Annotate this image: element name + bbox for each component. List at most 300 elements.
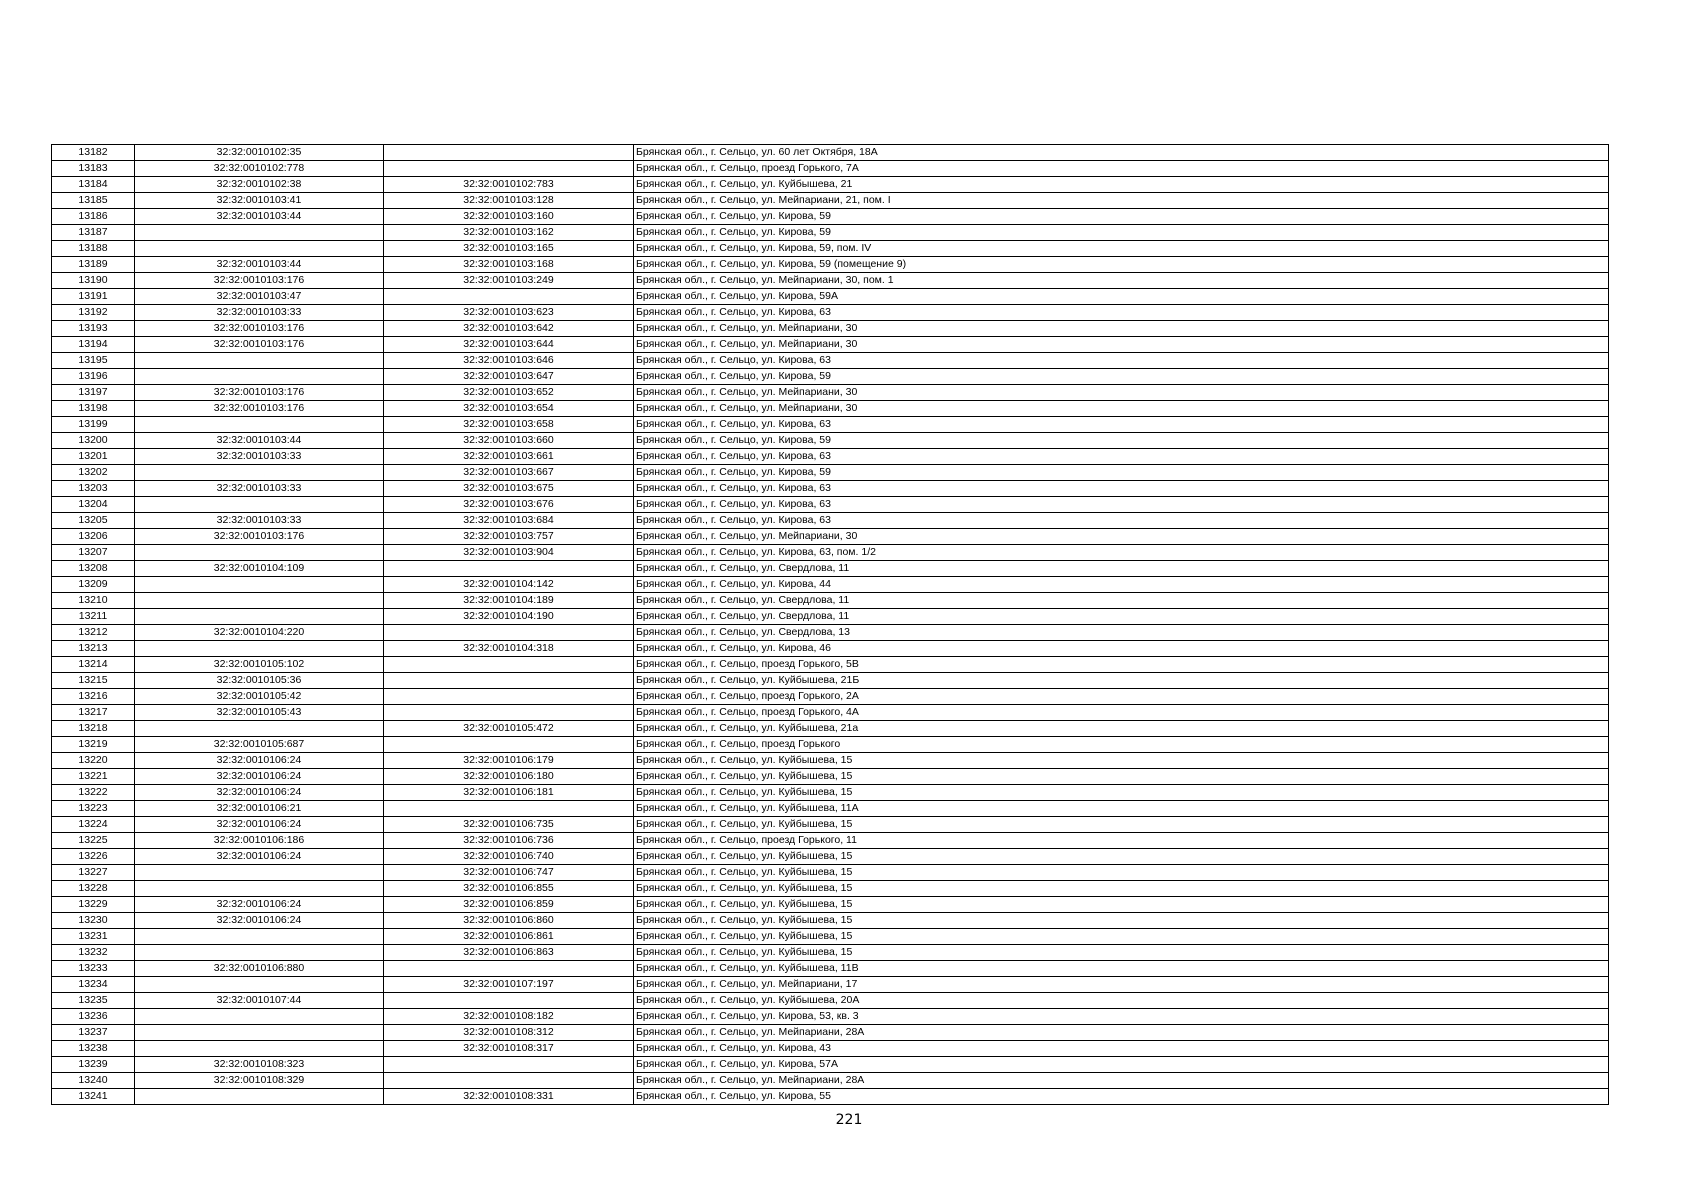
address-cell: Брянская обл., г. Сельцо, ул. Мейпариани, 17 bbox=[634, 977, 1609, 993]
address-cell: Брянская обл., г. Сельцо, проезд Горького, 11 bbox=[634, 833, 1609, 849]
address-cell: Брянская обл., г. Сельцо, ул. Куйбышева, 15 bbox=[634, 945, 1609, 961]
table-row bbox=[52, 721, 1609, 737]
address-cell: Брянская обл., г. Сельцо, ул. Мейпариани, 21, пом. I bbox=[634, 193, 1609, 209]
address-cell: Брянская обл., г. Сельцо, ул. Кирова, 59 (помещение 9) bbox=[634, 257, 1609, 273]
row-number-cell: 13221 bbox=[52, 769, 135, 785]
table-row bbox=[52, 945, 1609, 961]
object-number-cell: 32:32:0010108:331 bbox=[384, 1089, 634, 1105]
cadastral-number-cell: 32:32:0010108:323 bbox=[135, 1057, 384, 1073]
table-row bbox=[52, 689, 1609, 705]
address-cell: Брянская обл., г. Сельцо, ул. Куйбышева, 15 bbox=[634, 897, 1609, 913]
object-number-cell: 32:32:0010104:189 bbox=[384, 593, 634, 609]
table-row bbox=[52, 1025, 1609, 1041]
row-number-cell: 13216 bbox=[52, 689, 135, 705]
cadastral-number-cell: 32:32:0010106:21 bbox=[135, 801, 384, 817]
address-cell: Брянская обл., г. Сельцо, ул. Мейпариани, 30, пом. 1 bbox=[634, 273, 1609, 289]
address-cell: Брянская обл., г. Сельцо, ул. Куйбышева, 15 bbox=[634, 769, 1609, 785]
table-row bbox=[52, 401, 1609, 417]
address-cell: Брянская обл., г. Сельцо, ул. Кирова, 63 bbox=[634, 417, 1609, 433]
table-row bbox=[52, 769, 1609, 785]
table-row bbox=[52, 193, 1609, 209]
cadastral-number-cell: 32:32:0010103:176 bbox=[135, 321, 384, 337]
row-number-cell: 13233 bbox=[52, 961, 135, 977]
object-number-cell: 32:32:0010103:249 bbox=[384, 273, 634, 289]
cadastral-number-cell: 32:32:0010103:176 bbox=[135, 529, 384, 545]
cadastral-number-cell bbox=[135, 465, 384, 481]
cadastral-number-cell: 32:32:0010105:42 bbox=[135, 689, 384, 705]
row-number-cell: 13205 bbox=[52, 513, 135, 529]
cadastral-number-cell: 32:32:0010106:186 bbox=[135, 833, 384, 849]
row-number-cell: 13239 bbox=[52, 1057, 135, 1073]
row-number-cell: 13231 bbox=[52, 929, 135, 945]
cadastral-number-cell: 32:32:0010106:24 bbox=[135, 897, 384, 913]
address-cell: Брянская обл., г. Сельцо, ул. Куйбышева, 15 bbox=[634, 865, 1609, 881]
table-row bbox=[52, 1057, 1609, 1073]
address-cell: Брянская обл., г. Сельцо, ул. Куйбышева, 21Б bbox=[634, 673, 1609, 689]
row-number-cell: 13186 bbox=[52, 209, 135, 225]
object-number-cell: 32:32:0010103:667 bbox=[384, 465, 634, 481]
address-cell: Брянская обл., г. Сельцо, ул. Кирова, 43 bbox=[634, 1041, 1609, 1057]
cadastral-number-cell: 32:32:0010106:24 bbox=[135, 753, 384, 769]
address-cell: Брянская обл., г. Сельцо, проезд Горького bbox=[634, 737, 1609, 753]
object-number-cell: 32:32:0010103:757 bbox=[384, 529, 634, 545]
cadastral-number-cell: 32:32:0010106:24 bbox=[135, 769, 384, 785]
object-number-cell: 32:32:0010103:623 bbox=[384, 305, 634, 321]
cadastral-number-cell: 32:32:0010103:176 bbox=[135, 337, 384, 353]
table-row bbox=[52, 897, 1609, 913]
row-number-cell: 13185 bbox=[52, 193, 135, 209]
cadastral-number-cell: 32:32:0010103:33 bbox=[135, 513, 384, 529]
table-row bbox=[52, 177, 1609, 193]
table-row bbox=[52, 817, 1609, 833]
object-number-cell bbox=[384, 625, 634, 641]
address-cell: Брянская обл., г. Сельцо, ул. Куйбышева, 20А bbox=[634, 993, 1609, 1009]
cadastral-number-cell: 32:32:0010105:102 bbox=[135, 657, 384, 673]
table-row bbox=[52, 849, 1609, 865]
cadastral-number-cell bbox=[135, 497, 384, 513]
cadastral-number-cell: 32:32:0010103:33 bbox=[135, 449, 384, 465]
table-row bbox=[52, 705, 1609, 721]
object-number-cell: 32:32:0010103:644 bbox=[384, 337, 634, 353]
cadastral-number-cell: 32:32:0010106:24 bbox=[135, 913, 384, 929]
table-row bbox=[52, 513, 1609, 529]
cadastral-number-cell bbox=[135, 865, 384, 881]
object-number-cell: 32:32:0010103:661 bbox=[384, 449, 634, 465]
cadastral-number-cell bbox=[135, 929, 384, 945]
object-number-cell: 32:32:0010103:160 bbox=[384, 209, 634, 225]
table-row bbox=[52, 993, 1609, 1009]
cadastral-number-cell: 32:32:0010103:44 bbox=[135, 257, 384, 273]
address-cell: Брянская обл., г. Сельцо, проезд Горького, 4А bbox=[634, 705, 1609, 721]
table-row bbox=[52, 369, 1609, 385]
cadastral-number-cell bbox=[135, 417, 384, 433]
cadastral-number-cell: 32:32:0010106:24 bbox=[135, 785, 384, 801]
address-cell: Брянская обл., г. Сельцо, ул. Мейпариани, 30 bbox=[634, 321, 1609, 337]
row-number-cell: 13209 bbox=[52, 577, 135, 593]
cadastral-number-cell bbox=[135, 945, 384, 961]
table-row bbox=[52, 321, 1609, 337]
row-number-cell: 13183 bbox=[52, 161, 135, 177]
object-number-cell: 32:32:0010106:740 bbox=[384, 849, 634, 865]
table-row bbox=[52, 929, 1609, 945]
table-row bbox=[52, 977, 1609, 993]
cadastral-number-cell: 32:32:0010104:109 bbox=[135, 561, 384, 577]
table-row bbox=[52, 209, 1609, 225]
cadastral-number-cell bbox=[135, 721, 384, 737]
address-cell: Брянская обл., г. Сельцо, ул. Куйбышева, 15 bbox=[634, 849, 1609, 865]
object-number-cell: 32:32:0010108:182 bbox=[384, 1009, 634, 1025]
cadastral-number-cell bbox=[135, 225, 384, 241]
row-number-cell: 13238 bbox=[52, 1041, 135, 1057]
address-cell: Брянская обл., г. Сельцо, ул. Свердлова, 11 bbox=[634, 593, 1609, 609]
row-number-cell: 13197 bbox=[52, 385, 135, 401]
table-row bbox=[52, 609, 1609, 625]
address-cell: Брянская обл., г. Сельцо, ул. Кирова, 59 bbox=[634, 369, 1609, 385]
address-cell: Брянская обл., г. Сельцо, проезд Горького, 2А bbox=[634, 689, 1609, 705]
cadastral-number-cell bbox=[135, 593, 384, 609]
table-row bbox=[52, 593, 1609, 609]
row-number-cell: 13234 bbox=[52, 977, 135, 993]
cadastral-number-cell bbox=[135, 1009, 384, 1025]
table-row bbox=[52, 577, 1609, 593]
row-number-cell: 13189 bbox=[52, 257, 135, 273]
object-number-cell: 32:32:0010103:658 bbox=[384, 417, 634, 433]
table-row bbox=[52, 289, 1609, 305]
cadastral-number-cell: 32:32:0010106:24 bbox=[135, 817, 384, 833]
object-number-cell: 32:32:0010103:165 bbox=[384, 241, 634, 257]
object-number-cell: 32:32:0010105:472 bbox=[384, 721, 634, 737]
address-cell: Брянская обл., г. Сельцо, ул. Кирова, 59 bbox=[634, 225, 1609, 241]
address-cell: Брянская обл., г. Сельцо, ул. Кирова, 63 bbox=[634, 449, 1609, 465]
object-number-cell: 32:32:0010106:736 bbox=[384, 833, 634, 849]
object-number-cell bbox=[384, 961, 634, 977]
object-number-cell bbox=[384, 737, 634, 753]
row-number-cell: 13193 bbox=[52, 321, 135, 337]
object-number-cell bbox=[384, 673, 634, 689]
address-cell: Брянская обл., г. Сельцо, ул. Кирова, 57А bbox=[634, 1057, 1609, 1073]
table-row bbox=[52, 449, 1609, 465]
cadastral-number-cell bbox=[135, 545, 384, 561]
table-row bbox=[52, 657, 1609, 673]
table-row bbox=[52, 913, 1609, 929]
address-cell: Брянская обл., г. Сельцо, ул. Мейпариани, 30 bbox=[634, 401, 1609, 417]
table-row bbox=[52, 625, 1609, 641]
table-row bbox=[52, 385, 1609, 401]
row-number-cell: 13207 bbox=[52, 545, 135, 561]
cadastral-number-cell: 32:32:0010104:220 bbox=[135, 625, 384, 641]
row-number-cell: 13224 bbox=[52, 817, 135, 833]
cadastral-number-cell bbox=[135, 1089, 384, 1105]
object-number-cell: 32:32:0010104:190 bbox=[384, 609, 634, 625]
table-row bbox=[52, 417, 1609, 433]
address-cell: Брянская обл., г. Сельцо, проезд Горького, 5В bbox=[634, 657, 1609, 673]
object-number-cell: 32:32:0010103:684 bbox=[384, 513, 634, 529]
row-number-cell: 13204 bbox=[52, 497, 135, 513]
cadastral-number-cell: 32:32:0010106:880 bbox=[135, 961, 384, 977]
cadastral-number-cell: 32:32:0010103:33 bbox=[135, 481, 384, 497]
address-cell: Брянская обл., г. Сельцо, ул. Куйбышева, 15 bbox=[634, 929, 1609, 945]
table-row bbox=[52, 737, 1609, 753]
table-row bbox=[52, 961, 1609, 977]
row-number-cell: 13230 bbox=[52, 913, 135, 929]
address-cell: Брянская обл., г. Сельцо, ул. Кирова, 63 bbox=[634, 481, 1609, 497]
table-row bbox=[52, 225, 1609, 241]
row-number-cell: 13223 bbox=[52, 801, 135, 817]
object-number-cell: 32:32:0010108:317 bbox=[384, 1041, 634, 1057]
object-number-cell: 32:32:0010106:859 bbox=[384, 897, 634, 913]
row-number-cell: 13213 bbox=[52, 641, 135, 657]
object-number-cell bbox=[384, 145, 634, 161]
row-number-cell: 13215 bbox=[52, 673, 135, 689]
table-row bbox=[52, 433, 1609, 449]
object-number-cell: 32:32:0010106:861 bbox=[384, 929, 634, 945]
address-cell: Брянская обл., г. Сельцо, ул. Кирова, 63 bbox=[634, 513, 1609, 529]
cadastral-number-cell: 32:32:0010106:24 bbox=[135, 849, 384, 865]
row-number-cell: 13235 bbox=[52, 993, 135, 1009]
object-number-cell: 32:32:0010103:168 bbox=[384, 257, 634, 273]
table-row bbox=[52, 561, 1609, 577]
object-number-cell: 32:32:0010103:128 bbox=[384, 193, 634, 209]
row-number-cell: 13212 bbox=[52, 625, 135, 641]
row-number-cell: 13182 bbox=[52, 145, 135, 161]
address-cell: Брянская обл., г. Сельцо, ул. Свердлова, 11 bbox=[634, 609, 1609, 625]
cadastral-number-cell bbox=[135, 977, 384, 993]
object-number-cell: 32:32:0010104:142 bbox=[384, 577, 634, 593]
object-number-cell: 32:32:0010106:179 bbox=[384, 753, 634, 769]
object-number-cell bbox=[384, 161, 634, 177]
object-number-cell: 32:32:0010103:654 bbox=[384, 401, 634, 417]
row-number-cell: 13222 bbox=[52, 785, 135, 801]
row-number-cell: 13225 bbox=[52, 833, 135, 849]
address-cell: Брянская обл., г. Сельцо, ул. Куйбышева, 15 bbox=[634, 913, 1609, 929]
table-body bbox=[52, 145, 1609, 1105]
address-cell: Брянская обл., г. Сельцо, ул. Кирова, 59 bbox=[634, 465, 1609, 481]
cadastral-number-cell bbox=[135, 641, 384, 657]
address-cell: Брянская обл., г. Сельцо, ул. Кирова, 59А bbox=[634, 289, 1609, 305]
row-number-cell: 13220 bbox=[52, 753, 135, 769]
table-row bbox=[52, 337, 1609, 353]
row-number-cell: 13187 bbox=[52, 225, 135, 241]
cadastral-number-cell: 32:32:0010103:47 bbox=[135, 289, 384, 305]
object-number-cell: 32:32:0010108:312 bbox=[384, 1025, 634, 1041]
address-cell: Брянская обл., г. Сельцо, ул. Куйбышева, 15 bbox=[634, 881, 1609, 897]
address-cell: Брянская обл., г. Сельцо, ул. Куйбышева, 15 bbox=[634, 817, 1609, 833]
table-row bbox=[52, 353, 1609, 369]
row-number-cell: 13198 bbox=[52, 401, 135, 417]
address-cell: Брянская обл., г. Сельцо, ул. Кирова, 63 bbox=[634, 497, 1609, 513]
cadastral-number-cell: 32:32:0010107:44 bbox=[135, 993, 384, 1009]
object-number-cell: 32:32:0010106:181 bbox=[384, 785, 634, 801]
table-row bbox=[52, 545, 1609, 561]
address-cell: Брянская обл., г. Сельцо, ул. Куйбышева, 11А bbox=[634, 801, 1609, 817]
object-number-cell bbox=[384, 993, 634, 1009]
address-cell: Брянская обл., г. Сельцо, ул. Куйбышева, 21а bbox=[634, 721, 1609, 737]
row-number-cell: 13217 bbox=[52, 705, 135, 721]
cadastral-number-cell bbox=[135, 881, 384, 897]
object-number-cell bbox=[384, 801, 634, 817]
table-row bbox=[52, 753, 1609, 769]
object-number-cell: 32:32:0010106:180 bbox=[384, 769, 634, 785]
cadastral-number-cell bbox=[135, 353, 384, 369]
object-number-cell: 32:32:0010103:652 bbox=[384, 385, 634, 401]
address-cell: Брянская обл., г. Сельцо, ул. Куйбышева, 11В bbox=[634, 961, 1609, 977]
cadastral-number-cell bbox=[135, 241, 384, 257]
row-number-cell: 13191 bbox=[52, 289, 135, 305]
row-number-cell: 13211 bbox=[52, 609, 135, 625]
cadastral-number-cell bbox=[135, 577, 384, 593]
property-table bbox=[51, 144, 1609, 1105]
row-number-cell: 13218 bbox=[52, 721, 135, 737]
address-cell: Брянская обл., г. Сельцо, ул. Кирова, 59 bbox=[634, 209, 1609, 225]
object-number-cell: 32:32:0010103:675 bbox=[384, 481, 634, 497]
address-cell: Брянская обл., г. Сельцо, ул. Кирова, 46 bbox=[634, 641, 1609, 657]
table-row bbox=[52, 881, 1609, 897]
table-row bbox=[52, 161, 1609, 177]
object-number-cell: 32:32:0010103:676 bbox=[384, 497, 634, 513]
address-cell: Брянская обл., г. Сельцо, ул. Мейпариани, 28А bbox=[634, 1073, 1609, 1089]
object-number-cell bbox=[384, 689, 634, 705]
cadastral-number-cell: 32:32:0010103:41 bbox=[135, 193, 384, 209]
table-row bbox=[52, 257, 1609, 273]
cadastral-number-cell bbox=[135, 1025, 384, 1041]
table-row bbox=[52, 833, 1609, 849]
object-number-cell: 32:32:0010103:904 bbox=[384, 545, 634, 561]
cadastral-number-cell: 32:32:0010103:176 bbox=[135, 273, 384, 289]
address-cell: Брянская обл., г. Сельцо, ул. Мейпариани, 30 bbox=[634, 385, 1609, 401]
table-row bbox=[52, 1073, 1609, 1089]
row-number-cell: 13201 bbox=[52, 449, 135, 465]
address-cell: Брянская обл., г. Сельцо, ул. Свердлова, 13 bbox=[634, 625, 1609, 641]
address-cell: Брянская обл., г. Сельцо, ул. Мейпариани, 30 bbox=[634, 529, 1609, 545]
table-row bbox=[52, 529, 1609, 545]
row-number-cell: 13202 bbox=[52, 465, 135, 481]
table-row bbox=[52, 497, 1609, 513]
table-row bbox=[52, 273, 1609, 289]
cadastral-number-cell: 32:32:0010102:35 bbox=[135, 145, 384, 161]
row-number-cell: 13237 bbox=[52, 1025, 135, 1041]
table-row bbox=[52, 241, 1609, 257]
row-number-cell: 13210 bbox=[52, 593, 135, 609]
row-number-cell: 13226 bbox=[52, 849, 135, 865]
row-number-cell: 13240 bbox=[52, 1073, 135, 1089]
row-number-cell: 13219 bbox=[52, 737, 135, 753]
object-number-cell bbox=[384, 1057, 634, 1073]
row-number-cell: 13199 bbox=[52, 417, 135, 433]
address-cell: Брянская обл., г. Сельцо, ул. Куйбышева, 15 bbox=[634, 785, 1609, 801]
object-number-cell: 32:32:0010102:783 bbox=[384, 177, 634, 193]
table-row bbox=[52, 1009, 1609, 1025]
object-number-cell bbox=[384, 561, 634, 577]
cadastral-number-cell: 32:32:0010102:778 bbox=[135, 161, 384, 177]
row-number-cell: 13196 bbox=[52, 369, 135, 385]
object-number-cell: 32:32:0010103:647 bbox=[384, 369, 634, 385]
object-number-cell bbox=[384, 1073, 634, 1089]
address-cell: Брянская обл., г. Сельцо, ул. Кирова, 63 bbox=[634, 353, 1609, 369]
address-cell: Брянская обл., г. Сельцо, ул. Кирова, 55 bbox=[634, 1089, 1609, 1105]
object-number-cell: 32:32:0010106:860 bbox=[384, 913, 634, 929]
row-number-cell: 13229 bbox=[52, 897, 135, 913]
cadastral-number-cell: 32:32:0010103:176 bbox=[135, 385, 384, 401]
row-number-cell: 13227 bbox=[52, 865, 135, 881]
cadastral-number-cell: 32:32:0010103:44 bbox=[135, 209, 384, 225]
object-number-cell: 32:32:0010107:197 bbox=[384, 977, 634, 993]
row-number-cell: 13195 bbox=[52, 353, 135, 369]
cadastral-number-cell: 32:32:0010103:44 bbox=[135, 433, 384, 449]
address-cell: Брянская обл., г. Сельцо, ул. Кирова, 44 bbox=[634, 577, 1609, 593]
object-number-cell: 32:32:0010106:855 bbox=[384, 881, 634, 897]
cadastral-number-cell bbox=[135, 1041, 384, 1057]
row-number-cell: 13200 bbox=[52, 433, 135, 449]
table-row bbox=[52, 785, 1609, 801]
table-row bbox=[52, 1089, 1609, 1105]
address-cell: Брянская обл., г. Сельцо, ул. Куйбышева, 21 bbox=[634, 177, 1609, 193]
table-row bbox=[52, 673, 1609, 689]
cadastral-number-cell: 32:32:0010105:687 bbox=[135, 737, 384, 753]
cadastral-number-cell: 32:32:0010102:38 bbox=[135, 177, 384, 193]
row-number-cell: 13208 bbox=[52, 561, 135, 577]
table-row bbox=[52, 1041, 1609, 1057]
row-number-cell: 13194 bbox=[52, 337, 135, 353]
object-number-cell: 32:32:0010103:162 bbox=[384, 225, 634, 241]
page-number: 221 bbox=[835, 1112, 863, 1128]
cadastral-number-cell: 32:32:0010105:43 bbox=[135, 705, 384, 721]
cadastral-number-cell: 32:32:0010105:36 bbox=[135, 673, 384, 689]
address-cell: Брянская обл., г. Сельцо, ул. Мейпариани, 30 bbox=[634, 337, 1609, 353]
row-number-cell: 13188 bbox=[52, 241, 135, 257]
address-cell: Брянская обл., г. Сельцо, ул. Кирова, 59, пом. IV bbox=[634, 241, 1609, 257]
table-row bbox=[52, 641, 1609, 657]
object-number-cell bbox=[384, 657, 634, 673]
cadastral-number-cell bbox=[135, 369, 384, 385]
object-number-cell: 32:32:0010103:660 bbox=[384, 433, 634, 449]
address-cell: Брянская обл., г. Сельцо, ул. Свердлова, 11 bbox=[634, 561, 1609, 577]
row-number-cell: 13232 bbox=[52, 945, 135, 961]
table-row bbox=[52, 145, 1609, 161]
row-number-cell: 13241 bbox=[52, 1089, 135, 1105]
row-number-cell: 13214 bbox=[52, 657, 135, 673]
cadastral-number-cell bbox=[135, 609, 384, 625]
cadastral-number-cell: 32:32:0010108:329 bbox=[135, 1073, 384, 1089]
table-row bbox=[52, 801, 1609, 817]
cadastral-number-cell: 32:32:0010103:176 bbox=[135, 401, 384, 417]
object-number-cell: 32:32:0010106:735 bbox=[384, 817, 634, 833]
address-cell: Брянская обл., г. Сельцо, проезд Горького, 7А bbox=[634, 161, 1609, 177]
address-cell: Брянская обл., г. Сельцо, ул. Кирова, 53, кв. 3 bbox=[634, 1009, 1609, 1025]
address-cell: Брянская обл., г. Сельцо, ул. Кирова, 63 bbox=[634, 305, 1609, 321]
cadastral-number-cell: 32:32:0010103:33 bbox=[135, 305, 384, 321]
table-row bbox=[52, 305, 1609, 321]
object-number-cell bbox=[384, 289, 634, 305]
row-number-cell: 13203 bbox=[52, 481, 135, 497]
row-number-cell: 13236 bbox=[52, 1009, 135, 1025]
table-row bbox=[52, 865, 1609, 881]
row-number-cell: 13228 bbox=[52, 881, 135, 897]
address-cell: Брянская обл., г. Сельцо, ул. Кирова, 59 bbox=[634, 433, 1609, 449]
row-number-cell: 13190 bbox=[52, 273, 135, 289]
object-number-cell: 32:32:0010103:642 bbox=[384, 321, 634, 337]
object-number-cell: 32:32:0010106:863 bbox=[384, 945, 634, 961]
address-cell: Брянская обл., г. Сельцо, ул. Мейпариани, 28А bbox=[634, 1025, 1609, 1041]
row-number-cell: 13192 bbox=[52, 305, 135, 321]
row-number-cell: 13206 bbox=[52, 529, 135, 545]
row-number-cell: 13184 bbox=[52, 177, 135, 193]
object-number-cell: 32:32:0010106:747 bbox=[384, 865, 634, 881]
object-number-cell bbox=[384, 705, 634, 721]
object-number-cell: 32:32:0010103:646 bbox=[384, 353, 634, 369]
table-row bbox=[52, 465, 1609, 481]
table-row bbox=[52, 481, 1609, 497]
address-cell: Брянская обл., г. Сельцо, ул. 60 лет Октября, 18А bbox=[634, 145, 1609, 161]
